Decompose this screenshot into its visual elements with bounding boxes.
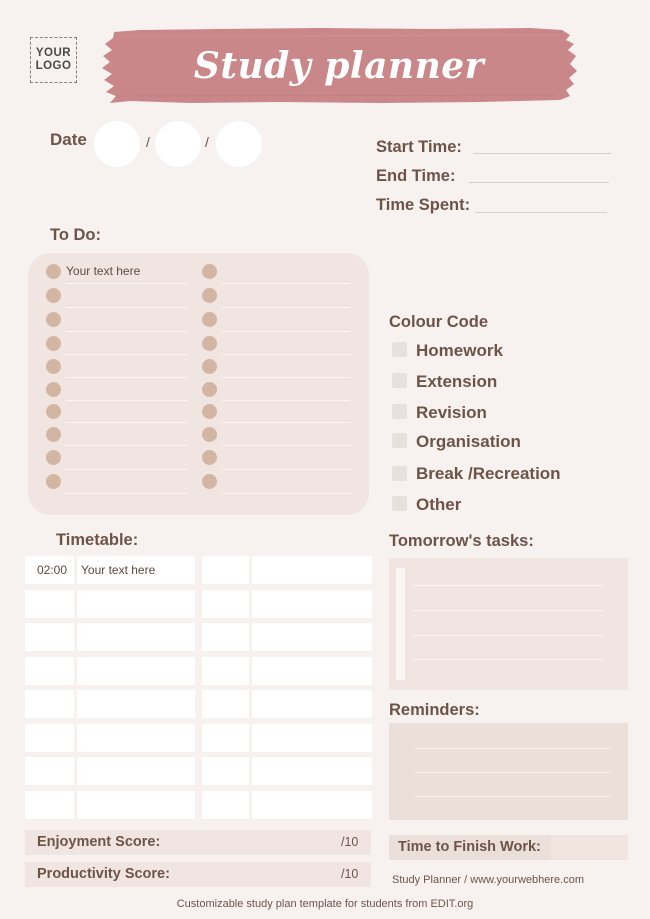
time-spent-label: Time Spent: xyxy=(376,196,471,214)
timetable-time-cell[interactable] xyxy=(202,724,249,752)
end-time-field[interactable] xyxy=(469,182,609,183)
timetable-task-cell[interactable] xyxy=(252,657,372,685)
timetable-time-cell[interactable] xyxy=(202,623,249,651)
timetable-task-cell[interactable] xyxy=(252,791,372,819)
reminder-line xyxy=(415,748,611,749)
tomorrow-line xyxy=(413,610,603,611)
end-time-label: End Time: xyxy=(376,167,456,185)
start-time-label: Start Time: xyxy=(376,138,462,156)
todo-line[interactable] xyxy=(222,307,350,308)
colour-label-revision: Revision xyxy=(416,403,487,422)
colour-swatch-other[interactable] xyxy=(392,496,407,511)
bullet-dot xyxy=(46,382,61,397)
timetable-time-cell[interactable] xyxy=(25,556,74,584)
timetable-task-cell[interactable] xyxy=(252,556,372,584)
todo-line[interactable] xyxy=(222,493,350,494)
footer-credit: Study Planner / www.yourwebhere.com xyxy=(392,874,584,886)
enjoyment-score-bar[interactable] xyxy=(25,830,371,855)
timetable-time-text: 02:00 xyxy=(37,563,68,577)
todo-line[interactable] xyxy=(66,283,188,284)
bullet-dot xyxy=(202,264,217,279)
todo-line[interactable] xyxy=(66,400,188,401)
tomorrow-tasks-panel[interactable] xyxy=(389,558,628,690)
colour-label-break: Break /Recreation xyxy=(416,464,561,483)
colour-swatch-organisation[interactable] xyxy=(392,433,407,448)
reminders-panel[interactable] xyxy=(389,723,628,820)
reminder-line xyxy=(415,772,611,773)
date-separator: / xyxy=(146,134,150,150)
todo-line[interactable] xyxy=(66,307,188,308)
bullet-dot xyxy=(46,336,61,351)
timetable-task-cell[interactable] xyxy=(77,556,195,584)
todo-line[interactable] xyxy=(222,331,350,332)
timetable-task-cell[interactable] xyxy=(252,690,372,718)
timetable-time-cell[interactable] xyxy=(25,724,74,752)
colour-swatch-revision[interactable] xyxy=(392,404,407,419)
todo-line[interactable] xyxy=(222,400,350,401)
todo-line[interactable] xyxy=(222,283,350,284)
bullet-dot xyxy=(202,450,217,465)
productivity-score-bar[interactable] xyxy=(25,862,371,887)
colour-swatch-homework[interactable] xyxy=(392,342,407,357)
colour-label-homework: Homework xyxy=(416,341,503,360)
footer-note: Customizable study plan template for students from EDIT.org xyxy=(176,898,474,910)
colour-label-extension: Extension xyxy=(416,372,498,391)
reminders-label: Reminders: xyxy=(389,701,480,719)
timetable-task-cell[interactable] xyxy=(252,724,372,752)
date-month-field[interactable] xyxy=(155,121,201,167)
timetable-task-cell[interactable] xyxy=(77,657,195,685)
timetable-task-cell[interactable] xyxy=(77,757,195,785)
timetable-time-cell[interactable] xyxy=(25,690,74,718)
timetable-task-cell[interactable] xyxy=(77,690,195,718)
date-year-field[interactable] xyxy=(216,121,262,167)
timetable-grid xyxy=(25,556,372,822)
todo-line[interactable] xyxy=(66,331,188,332)
timetable-task-cell[interactable] xyxy=(252,590,372,618)
todo-line[interactable] xyxy=(222,377,350,378)
todo-line[interactable] xyxy=(66,354,188,355)
timetable-time-cell[interactable] xyxy=(202,791,249,819)
colour-label-organisation: Organisation xyxy=(416,432,521,451)
timetable-time-cell[interactable] xyxy=(25,657,74,685)
bullet-dot xyxy=(46,474,61,489)
timetable-time-cell[interactable] xyxy=(25,590,74,618)
timetable-label: Timetable: xyxy=(56,531,139,549)
todo-line[interactable] xyxy=(66,493,188,494)
bullet-dot xyxy=(46,288,61,303)
page-title: Study planner xyxy=(193,45,485,87)
timetable-task-text: Your text here xyxy=(81,563,156,577)
bullet-dot xyxy=(46,427,61,442)
timetable-task-cell[interactable] xyxy=(252,623,372,651)
bullet-dot xyxy=(202,427,217,442)
colour-swatch-break[interactable] xyxy=(392,466,407,481)
bullet-dot xyxy=(46,404,61,419)
enjoyment-score-out-of: /10 xyxy=(341,835,359,849)
todo-item-text[interactable]: Your text here xyxy=(66,264,141,278)
todo-panel xyxy=(28,253,369,515)
timetable-task-cell[interactable] xyxy=(77,724,195,752)
bullet-dot xyxy=(46,264,61,279)
timetable-task-cell[interactable] xyxy=(77,623,195,651)
bullet-dot xyxy=(202,404,217,419)
time-spent-field[interactable] xyxy=(475,212,607,213)
tomorrow-tasks-label: Tomorrow's tasks: xyxy=(389,532,534,550)
bullet-dot xyxy=(202,474,217,489)
date-separator: / xyxy=(205,134,209,150)
tomorrow-line xyxy=(413,585,603,586)
bullet-dot xyxy=(202,336,217,351)
timetable-time-cell[interactable] xyxy=(25,623,74,651)
date-day-field[interactable] xyxy=(94,121,140,167)
timetable-task-cell[interactable] xyxy=(77,791,195,819)
bullet-dot xyxy=(202,382,217,397)
todo-line[interactable] xyxy=(66,445,188,446)
colour-label-other: Other xyxy=(416,495,462,514)
todo-line[interactable] xyxy=(66,377,188,378)
bullet-dot xyxy=(202,359,217,374)
todo-line[interactable] xyxy=(222,422,350,423)
bullet-dot xyxy=(46,450,61,465)
todo-label: To Do: xyxy=(50,226,102,244)
bullet-dot xyxy=(202,312,217,327)
colour-code-title: Colour Code xyxy=(389,313,488,331)
todo-line[interactable] xyxy=(222,469,350,470)
productivity-score-label: Productivity Score: xyxy=(37,866,170,882)
colour-swatch-extension[interactable] xyxy=(392,373,407,388)
finish-time-label: Time to Finish Work: xyxy=(398,839,541,855)
timetable-task-cell[interactable] xyxy=(252,757,372,785)
productivity-score-out-of: /10 xyxy=(341,867,359,881)
todo-line[interactable] xyxy=(222,445,350,446)
timetable-time-cell[interactable] xyxy=(25,791,74,819)
logo-line-1: YOUR xyxy=(35,47,72,59)
timetable-time-cell[interactable] xyxy=(25,757,74,785)
tomorrow-line xyxy=(413,635,603,636)
timetable-time-cell[interactable] xyxy=(202,556,249,584)
finish-time-bar[interactable] xyxy=(389,835,628,860)
todo-line[interactable] xyxy=(66,469,188,470)
reminder-line xyxy=(415,796,611,797)
timetable-task-cell[interactable] xyxy=(77,590,195,618)
logo-line-2: LOGO xyxy=(35,60,72,72)
date-label: Date xyxy=(50,130,87,149)
panel-margin-strip xyxy=(396,568,405,680)
timetable-time-cell[interactable] xyxy=(202,657,249,685)
start-time-field[interactable] xyxy=(473,153,611,154)
timetable-time-cell[interactable] xyxy=(202,757,249,785)
bullet-dot xyxy=(202,288,217,303)
enjoyment-score-label: Enjoyment Score: xyxy=(37,834,161,850)
todo-line[interactable] xyxy=(66,422,188,423)
bullet-dot xyxy=(46,312,61,327)
bullet-dot xyxy=(46,359,61,374)
todo-line[interactable] xyxy=(222,354,350,355)
tomorrow-line xyxy=(413,659,603,660)
timetable-time-cell[interactable] xyxy=(202,690,249,718)
timetable-time-cell[interactable] xyxy=(202,590,249,618)
logo-placeholder xyxy=(30,37,77,83)
